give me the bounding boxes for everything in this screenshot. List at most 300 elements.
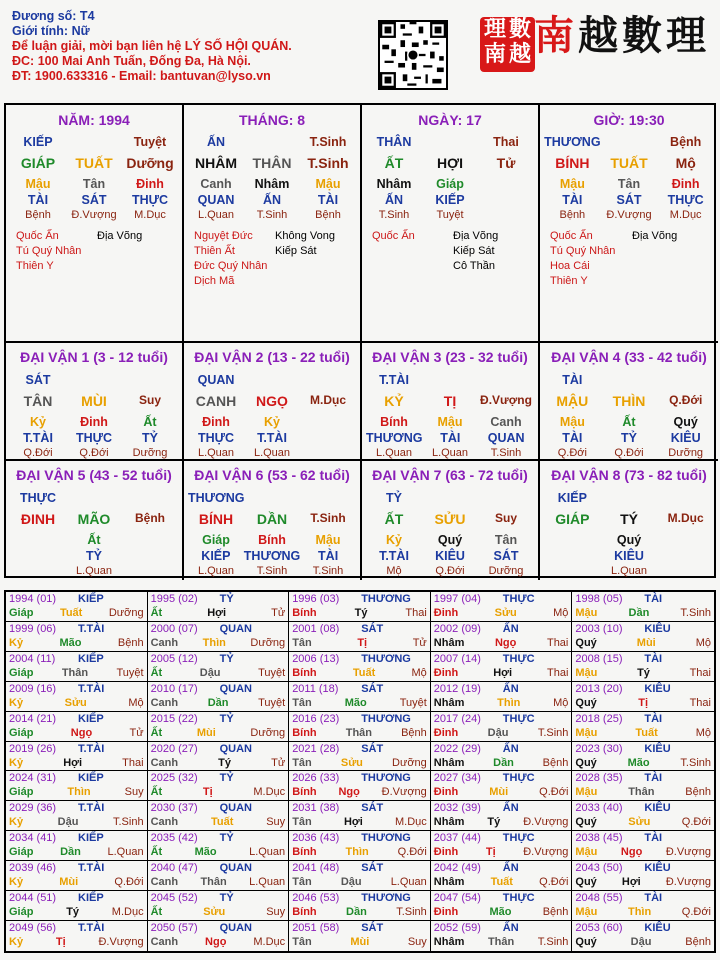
year-bottom [151,936,286,948]
brand-char: 南 [534,12,578,59]
year-branch: Sửu [64,696,87,709]
year-stem: Canh [150,636,179,649]
year-cell [148,921,290,951]
pillar-item: Đinh [136,177,164,191]
year-branch: Tị [638,696,649,709]
year-god: TÀI [644,892,663,905]
year-branch: Mùi [59,876,79,889]
year-phase: Tuyệt [258,666,286,679]
dai-van-god: THỰC [19,491,57,505]
year-bottom [151,727,286,739]
dai-van-stem-branch-row [544,393,714,411]
dai-van-empty [66,373,122,391]
dai-van-hgod: KIẾP [201,549,231,563]
year-label: 2010 (17) [150,682,198,695]
year-bottom [9,637,144,649]
pillar-item [422,135,478,153]
year-stem: Đinh [433,846,459,859]
dai-van-cell [362,343,540,461]
dai-van-hgod: THƯƠNG [243,549,301,563]
pillar-item: Dưỡng [126,155,174,171]
qr-code-icon [380,22,446,88]
year-cell [148,831,290,861]
year-label: 2004 (11) [9,652,56,665]
year-phase: Dưỡng [108,607,144,619]
year-bottom [9,936,144,948]
dai-van-branch: NGỌ [256,393,288,409]
person-name: Đương số: T4 [12,9,95,23]
year-cell [572,771,714,801]
year-phase: Mộ [553,607,569,619]
year-label: 2031 (38) [292,802,340,815]
dai-van-hphase: L.Quan [431,447,469,459]
year-cell [289,861,431,891]
year-cell [572,652,714,682]
phone-email: ĐT: 1900.633316 - Email: bantuvan@lyso.vn [12,69,271,83]
year-branch: Dậu [487,726,509,739]
dai-van-hphase [10,565,66,580]
year-bottom [9,667,144,679]
year-cell [572,831,714,861]
year-stem: Mậu [575,666,598,679]
year-branch: Mão [59,636,82,649]
year-stem: Canh [150,816,179,829]
year-god: THỰC [502,652,535,665]
dai-van-branch: MÙI [81,393,107,409]
year-stem: Mậu [575,607,598,619]
dai-van-hidden: Canh [490,415,522,429]
year-phase: Bệnh [685,936,711,949]
year-phase: Q.Đới [539,876,569,889]
dai-van-hphase-row [544,565,714,580]
dai-van-hphase: Q.Đới [79,447,109,459]
year-stem: Ất [150,786,163,799]
year-bottom [292,757,427,769]
dai-van-hphase: T.Sinh [312,565,344,577]
star-item: Thiên Ất [194,245,235,257]
year-phase: Thai [689,696,711,709]
dai-van-hphase-row [10,447,178,461]
year-bottom [292,697,427,709]
dai-van-title: ĐẠI VẬN 6 (53 - 62 tuổi) [194,467,350,483]
dai-van-empty [601,491,658,509]
year-branch: Tý [354,607,368,619]
year-branch: Hợi [621,876,641,889]
year-branch: Dần [628,607,650,619]
pillar-item: Giáp [436,177,464,191]
pillar-item: Mộ [675,155,696,171]
year-cell [289,742,431,772]
year-phase: Mộ [411,666,427,679]
brand-char: 數 [622,12,666,59]
year-god: KIẾP [78,712,104,725]
pillar-row [188,155,356,173]
year-stem: Giáp [9,726,34,739]
dai-van-cell [184,461,362,580]
year-label: 2052 (59) [433,922,481,935]
dai-van-stem: ĐINH [20,511,56,527]
year-stem: Nhâm [433,876,465,889]
dai-van-hphase: Q.Đới [614,447,644,459]
year-stem: Ất [150,726,163,739]
dai-van-hphase: L.Quan [375,447,413,459]
year-label: 2034 (41) [9,832,57,845]
year-bottom [434,936,569,948]
year-cell [572,592,714,622]
pillar-item: Nhâm [254,177,290,191]
year-phase: Đ.Vượng [381,786,427,799]
dai-van-cell [6,461,184,580]
year-god: KIÊU [644,742,671,755]
pillar-item: Tuyệt [133,135,167,149]
year-phase: L.Quan [249,846,286,859]
dai-van-hphase: L.Quan [610,565,648,577]
star-item: Quốc Ấn [16,230,59,242]
year-label: 2013 (20) [575,682,623,695]
dai-van-stem: KỶ [384,393,404,409]
year-branch: Mão [344,696,367,709]
year-phase: T.Sinh [537,726,569,739]
dai-van-god: TÀI [562,373,583,387]
pillar-title: GIỜ: 19:30 [593,112,665,128]
year-label: 1998 (05) [575,593,623,605]
year-branch: Tý [487,816,501,829]
year-branch: Thìn [202,636,226,649]
pillar-item: Canh [200,177,232,191]
year-cell [6,771,148,801]
year-bottom [434,697,569,709]
year-bottom [575,697,711,709]
pillar-item: M.Dục [669,209,702,221]
pillar-item: Mậu [559,177,585,191]
year-cell [148,712,290,742]
year-god: QUAN [219,802,252,815]
pillar-item: M.Dục [134,209,166,221]
dai-van-hphase-row [10,565,178,580]
dai-van-god-row [188,491,356,509]
stars-left [550,229,632,289]
year-bottom [434,786,569,798]
year-label: 2043 (50) [575,862,623,875]
year-label: 2002 (09) [433,622,481,635]
dai-van-hidden: Quý [616,533,642,547]
year-stem: Tân [292,816,312,829]
year-phase: Đ.Vượng [98,936,144,949]
year-stem: Quý [575,636,597,649]
year-label: 2009 (16) [9,682,57,695]
dai-van-hgod: T.TÀI [379,549,409,563]
year-stem: Ất [150,906,163,919]
year-god: T.TÀI [78,622,105,635]
year-god: TỶ [219,712,234,725]
year-god: THƯƠNG [361,652,411,665]
year-cell [431,742,573,772]
year-cell [431,891,573,921]
year-label: 2049 (56) [9,922,57,935]
year-stem: Tân [292,876,312,889]
year-god: ẤN [502,802,519,815]
star-item: Thiên Y [16,260,54,272]
pillar-item: T.Sinh [378,209,410,221]
year-phase: Bệnh [542,906,569,919]
year-bottom [292,936,427,948]
stars-left [16,229,97,274]
year-branch: Thân [487,936,515,949]
year-bottom [575,786,711,798]
dai-van-hidden: Đinh [202,415,230,429]
year-phase: Bệnh [542,756,569,769]
year-cell [148,861,290,891]
year-bottom [151,786,286,798]
pillar-item: TUẤT [610,155,648,171]
year-stem: Kỷ [9,756,24,769]
year-god: ẤN [502,862,519,875]
year-label: 2033 (40) [575,802,623,815]
dai-van-stem-branch-row [544,511,714,529]
year-stem: Bính [292,906,317,919]
dai-van-branch: THÌN [612,393,646,409]
year-cell [572,801,714,831]
year-cell [289,622,431,652]
dai-van-hgod: TỶ [86,549,102,563]
star-item: Quốc Ấn [550,230,593,242]
pillar-cell [184,105,362,343]
year-label: 2014 (21) [9,712,57,725]
dai-van-god-row [188,373,356,391]
year-god: T.TÀI [78,682,105,695]
pillar-item: Bệnh [25,209,51,221]
pillar-item: Tuyệt [436,209,464,221]
year-cell [289,921,431,951]
year-phase: Tuyệt [116,666,144,679]
year-cell [431,592,573,622]
brand-char: 理 [666,12,710,59]
year-god: KIẾP [78,772,104,785]
year-label: 1995 (02) [150,593,198,605]
year-god: KIÊU [644,682,671,695]
dai-van-empty [122,373,178,391]
year-cell [148,682,290,712]
year-god: KIÊU [644,922,671,935]
dai-van-god: KIẾP [557,491,587,505]
year-label: 1996 (03) [292,593,340,605]
pillar-item: ẤN [206,135,226,149]
year-phase: Đ.Vượng [665,876,711,889]
year-stem: Đinh [433,906,459,919]
contact-invite: Để luận giải, mời bạn liên hệ LÝ SỐ HỘI QUÁN. [12,39,292,53]
year-god: SÁT [361,622,384,635]
year-label: 2039 (46) [9,862,57,875]
year-god: T.TÀI [78,862,105,875]
year-stem: Canh [150,696,179,709]
year-label: 1997 (04) [433,593,481,605]
dai-van-stem: ẤT [384,511,404,527]
year-cell [572,682,714,712]
dai-van-hidden: Bính [380,415,408,429]
year-stem: Quý [575,936,597,949]
year-bottom [434,876,569,888]
year-bottom [292,607,427,619]
year-cell [6,682,148,712]
dai-van-hphase: Mộ [386,565,402,577]
year-stem: Mậu [575,786,598,799]
year-label: 2032 (39) [433,802,481,815]
year-cell [289,592,431,622]
dai-van-empty [300,491,356,509]
year-label: 2053 (60) [575,922,623,935]
pillar-item: TÀI [317,193,339,207]
year-branch: Tuất [635,726,658,739]
pillar-item: Thai [493,135,519,149]
year-stem: Quý [575,816,597,829]
dai-van-hgod: TÀI [562,431,583,445]
dai-van-phase: Suy [494,511,517,525]
year-god: T.TÀI [78,922,105,935]
dai-van-stem-branch-row [188,511,356,529]
pillar-item: TÀI [27,193,49,207]
dai-van-empty [478,373,534,391]
dai-van-hgod: KIÊU [614,549,644,563]
star-item: Hoa Cái [550,260,590,272]
year-cell [148,771,290,801]
dai-van-god: THƯƠNG [188,491,245,505]
year-branch: Mão [627,756,650,769]
dai-van-hgod: T.TÀI [257,431,287,445]
pillar-item: L.Quan [197,209,235,221]
pillar-stars [16,229,178,274]
year-branch: Hợi [493,666,513,679]
year-stem: Đinh [433,786,459,799]
year-branch: Dậu [340,876,362,889]
year-label: 2046 (53) [292,892,340,905]
dai-van-title: ĐẠI VẬN 4 (33 - 42 tuổi) [551,349,707,365]
year-branch: Tý [637,666,650,679]
pillar-row [544,209,714,227]
dai-van-hphase: Q.Đới [435,565,465,577]
year-phase: Dưỡng [392,756,427,769]
stars-left [372,229,453,274]
pillar-row [188,135,356,153]
pillar-cell [6,105,184,343]
pillar-item: T.Sinh [256,209,288,221]
year-branch: Mão [194,846,217,859]
pillar-item: Đinh [671,177,700,191]
pillar-item: T.Sinh [307,155,349,171]
year-label: 2029 (36) [9,802,57,815]
pillar-title: THÁNG: 8 [238,112,306,128]
year-branch: Ngọ [70,726,93,739]
year-cell [289,801,431,831]
chart-header [12,9,382,84]
year-bottom [151,667,286,679]
pillar-item: Bệnh [559,209,586,221]
year-bottom [9,697,144,709]
pillar-item: Đ.Vượng [606,209,652,221]
year-label: 2007 (14) [433,652,481,665]
star-item: Kiếp Sát [453,245,495,257]
pillar-row [10,135,178,153]
year-label: 2045 (52) [150,892,198,905]
year-god: ẤN [502,622,519,635]
year-phase: Suy [266,906,286,919]
year-phase: L.Quan [107,846,144,859]
year-cell [572,742,714,772]
year-branch: Tuất [490,876,513,889]
year-cell [6,742,148,772]
year-branch: Thìn [627,906,652,919]
year-stem: Ất [150,846,163,859]
stars-right [453,229,534,274]
year-cell [148,891,290,921]
dai-van-title: ĐẠI VẬN 8 (73 - 82 tuổi) [551,467,707,483]
year-bottom [292,816,427,828]
dai-van-hidden: Kỷ [264,415,280,429]
year-cell [289,682,431,712]
year-branch: Tý [66,906,80,919]
pillar-item: THƯƠNG [544,135,601,149]
pillar-item: ẤN [384,193,404,207]
pillar-row [366,155,534,173]
year-bottom [575,607,711,619]
year-branch: Mùi [350,936,370,949]
dai-van-hgod: KIÊU [670,431,701,445]
year-bottom [9,607,144,619]
year-phase: Tuyệt [399,696,427,709]
year-label: 2024 (31) [9,772,57,785]
year-phase: Bệnh [401,726,427,739]
year-branch: Tuất [59,607,83,619]
year-cell [6,592,148,622]
pillar-item: Tân [82,177,106,191]
dai-van-stem-branch-row [366,511,534,529]
year-god: T.TÀI [78,742,105,755]
year-branch: Hợi [207,607,227,619]
star-item: Đức Quý Nhân [194,260,268,272]
year-bottom [575,936,711,948]
year-stem: Kỷ [9,876,24,889]
stars-left [194,229,275,289]
year-stem: Kỷ [9,936,24,949]
pillar-title: NĂM: 1994 [58,112,130,128]
year-label: 1994 (01) [9,593,57,605]
dai-van-empty [422,491,478,509]
stars-right [632,229,714,289]
dai-van-god-row [10,491,178,509]
seal-char: 理 [483,17,506,42]
year-stem: Giáp [9,906,34,919]
year-god: SÁT [361,922,384,935]
dai-van-hphase: L.Quan [197,565,235,577]
year-branch: Tý [218,756,232,769]
dai-van-hidden: Giáp [202,533,230,547]
year-stem: Giáp [9,607,34,619]
chart-main-grid [4,103,716,578]
dai-van-stem-branch-row [10,393,178,411]
year-god: ẤN [502,742,519,755]
dai-van-branch: DẦN [256,511,288,527]
year-stem: Nhâm [433,756,465,769]
dai-van-hphase: L.Quan [75,565,113,577]
year-bottom [575,816,711,828]
pillar-item: Nhâm [376,177,412,191]
year-label: 2019 (26) [9,742,57,755]
dai-van-empty [244,491,300,509]
year-god: THỰC [502,832,535,845]
pillar-item [478,209,534,227]
dai-van-hidden: Kỷ [386,533,402,547]
year-cell [289,891,431,921]
year-bottom [292,906,427,918]
